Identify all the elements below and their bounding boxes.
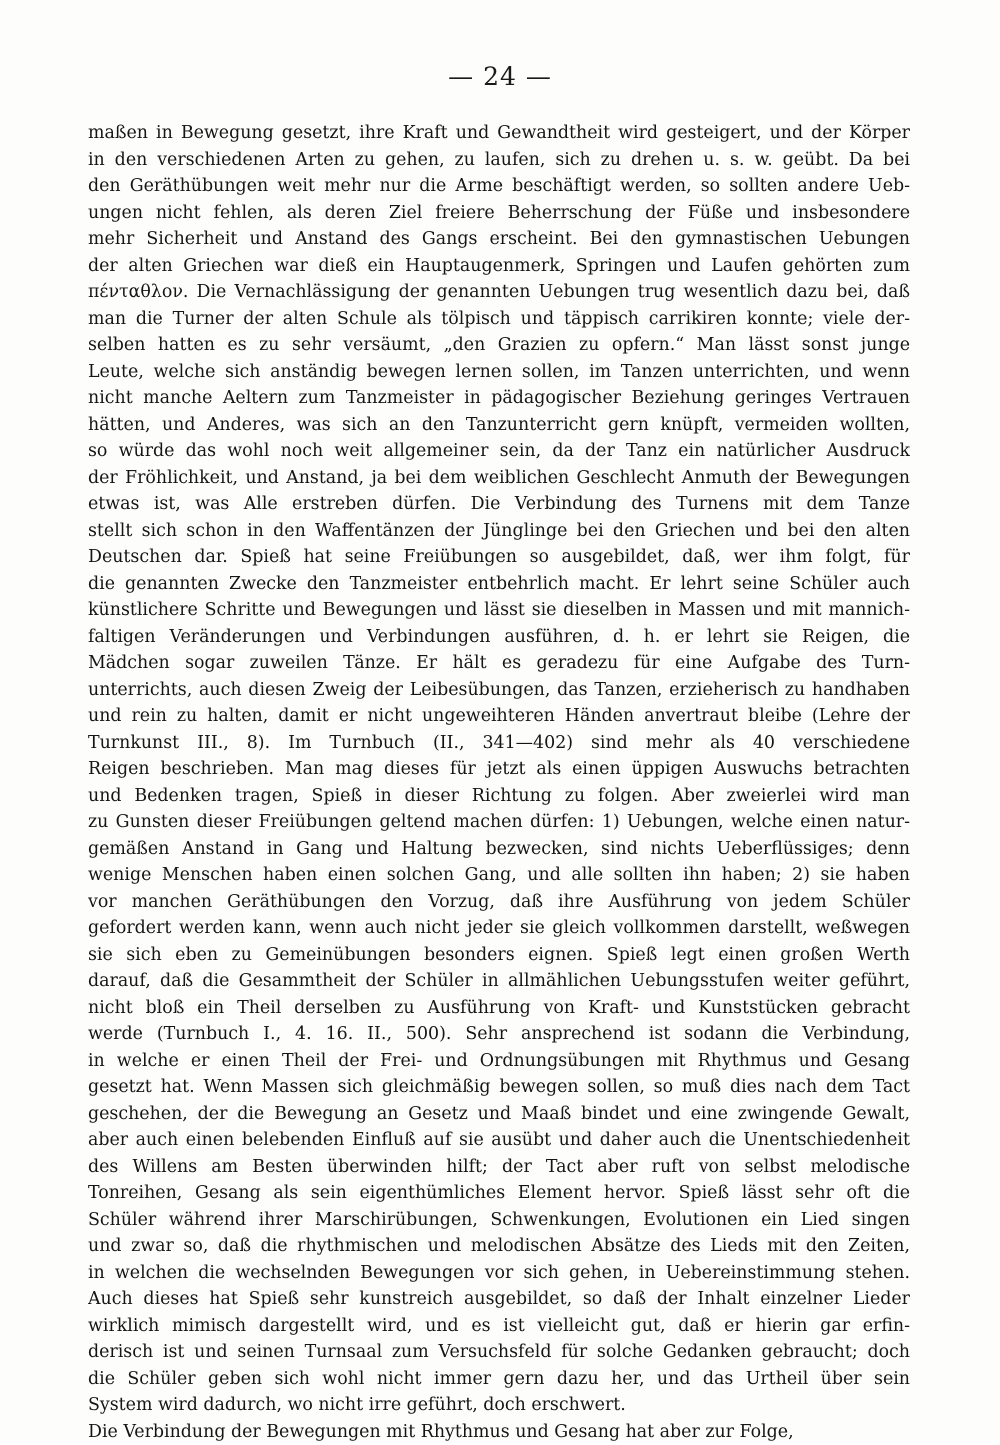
- text-line: Reigen beschrieben. Man mag dieses für jetzt als einen üppigen Auswuchs betrachten: [88, 756, 910, 783]
- text-line: vor manchen Geräthübungen den Vorzug, daß ihre Ausführung von jedem Schüler: [88, 889, 910, 916]
- text-line: so würde das wohl noch weit allgemeiner sein, da der Tanz ein natürlicher Ausdruck: [88, 438, 910, 465]
- text-line: Auch dieses hat Spieß sehr kunstreich ausgebildet, so daß der Inhalt einzelner Lieder: [88, 1286, 910, 1313]
- text-line: etwas ist, was Alle erstreben dürfen. Die Verbindung des Turnens mit dem Tanze: [88, 491, 910, 518]
- text-line: und rein zu halten, damit er nicht ungeweihteren Händen anvertraut bleibe (Lehre der: [88, 703, 910, 730]
- text-line: und Bedenken tragen, Spieß in dieser Richtung zu folgen. Aber zweierlei wird man: [88, 783, 910, 810]
- text-line: werde (Turnbuch I., 4. 16. II., 500). Sehr ansprechend ist sodann die Verbindung,: [88, 1021, 910, 1048]
- text-line: nicht manche Aeltern zum Tanzmeister in pädagogischer Beziehung geringes Vertrauen: [88, 385, 910, 412]
- text-line: sie sich eben zu Gemeinübungen besonders eignen. Spieß legt einen großen Werth: [88, 942, 910, 969]
- text-line: System wird dadurch, wo nicht irre geführt, doch erschwert.: [88, 1392, 910, 1419]
- text-line: Leute, welche sich anständig bewegen lernen sollen, im Tanzen unterrichten, und wenn: [88, 359, 910, 386]
- text-line: geschehen, der die Bewegung an Gesetz und Maaß bindet und eine zwingende Gewalt,: [88, 1101, 910, 1128]
- text-line: in den verschiedenen Arten zu gehen, zu laufen, sich zu drehen u. s. w. geübt. Da bei: [88, 147, 910, 174]
- text-line: in welchen die wechselnden Bewegungen vor sich gehen, in Uebereinstimmung stehen.: [88, 1260, 910, 1287]
- text-line: faltigen Veränderungen und Verbindungen ausführen, d. h. er lehrt sie Reigen, die: [88, 624, 910, 651]
- text-line: der Fröhlichkeit, und Anstand, ja bei dem weiblichen Geschlecht Anmuth der Bewegungen: [88, 465, 910, 492]
- text-line: die genannten Zwecke den Tanzmeister entbehrlich macht. Er lehrt seine Schüler auch: [88, 571, 910, 598]
- text-line: derisch ist und seinen Turnsaal zum Versuchsfeld für solche Gedanken gebraucht; doch: [88, 1339, 910, 1366]
- body-text: [88, 120, 910, 1445]
- text-line: Mädchen sogar zuweilen Tänze. Er hält es geradezu für eine Aufgabe des Turn-: [88, 650, 910, 677]
- text-line: Turnkunst III., 8). Im Turnbuch (II., 341—402) sind mehr als 40 verschiedene: [88, 730, 910, 757]
- text-line: aber auch einen belebenden Einfluß auf sie ausübt und daher auch die Unentschiedenheit: [88, 1127, 910, 1154]
- page-number: — 24 —: [0, 62, 1000, 91]
- text-line: zu Gunsten dieser Freiübungen geltend machen dürfen: 1) Uebungen, welche einen natur-: [88, 809, 910, 836]
- text-line: stellt sich schon in den Waffentänzen der Jünglinge bei den Griechen und bei den alten: [88, 518, 910, 545]
- text-line: man die Turner der alten Schule als tölpisch und täppisch carrikiren konnte; viele der-: [88, 306, 910, 333]
- text-line: selben hatten es zu sehr versäumt, „den Grazien zu opfern.“ Man lässt sonst junge: [88, 332, 910, 359]
- text-line: hätten, und Anderes, was sich an den Tanzunterricht gern knüpft, vermeiden wollten,: [88, 412, 910, 439]
- text-line: Deutschen dar. Spieß hat seine Freiübungen so ausgebildet, daß, wer ihm folgt, für: [88, 544, 910, 571]
- text-line: des Willens am Besten überwinden hilft; der Tact aber ruft von selbst melodische: [88, 1154, 910, 1181]
- text-line: gemäßen Anstand in Gang und Haltung bezwecken, sind nichts Ueberflüssiges; denn: [88, 836, 910, 863]
- text-line: die Schüler geben sich wohl nicht immer gern dazu her, und das Urtheil über sein: [88, 1366, 910, 1393]
- text-line: künstlichere Schritte und Bewegungen und lässt sie dieselben in Massen und mit mannich-: [88, 597, 910, 624]
- text-line: Schüler während ihrer Marschirübungen, Schwenkungen, Evolutionen ein Lied singen: [88, 1207, 910, 1234]
- text-line: darauf, daß die Gesammtheit der Schüler in allmählichen Uebungsstufen weiter geführt,: [88, 968, 910, 995]
- text-line: und zwar so, daß die rhythmischen und melodischen Absätze des Lieds mit den Zeiten,: [88, 1233, 910, 1260]
- text-line: maßen in Bewegung gesetzt, ihre Kraft und Gewandtheit wird gesteigert, und der Körper: [88, 120, 910, 147]
- text-line: gefordert werden kann, wenn auch nicht jeder sie gleich vollkommen darstellt, weßwegen: [88, 915, 910, 942]
- text-line: nicht bloß ein Theil derselben zu Ausführung von Kraft- und Kunststücken gebracht: [88, 995, 910, 1022]
- text-line: wenige Menschen haben einen solchen Gang, und alle sollten ihn haben; 2) sie haben: [88, 862, 910, 889]
- text-line: Tonreihen, Gesang als sein eigenthümliches Element hervor. Spieß lässt sehr oft die: [88, 1180, 910, 1207]
- text-line: wirklich mimisch dargestellt wird, und es ist vielleicht gut, daß er hierin gar erfin-: [88, 1313, 910, 1340]
- text-line: mehr Sicherheit und Anstand des Gangs erscheint. Bei den gymnastischen Uebungen: [88, 226, 910, 253]
- text-line: in welche er einen Theil der Frei- und Ordnungsübungen mit Rhythmus und Gesang: [88, 1048, 910, 1075]
- text-line: gesetzt hat. Wenn Massen sich gleichmäßig bewegen sollen, so muß dies nach dem Tact: [88, 1074, 910, 1101]
- text-line: Die Verbindung der Bewegungen mit Rhythmus und Gesang hat aber zur Folge,: [88, 1419, 910, 1445]
- text-line: den Geräthübungen weit mehr nur die Arme beschäftigt werden, so sollten andere Ueb-: [88, 173, 910, 200]
- text-line: πένταθλον. Die Vernachlässigung der genannten Uebungen trug wesentlich dazu bei, daß: [88, 279, 910, 306]
- text-line: unterrichts, auch diesen Zweig der Leibesübungen, das Tanzen, erzieherisch zu handhaben: [88, 677, 910, 704]
- text-line: der alten Griechen war dieß ein Hauptaugenmerk, Springen und Laufen gehörten zum: [88, 253, 910, 280]
- text-line: ungen nicht fehlen, als deren Ziel freiere Beherrschung der Füße und insbesondere: [88, 200, 910, 227]
